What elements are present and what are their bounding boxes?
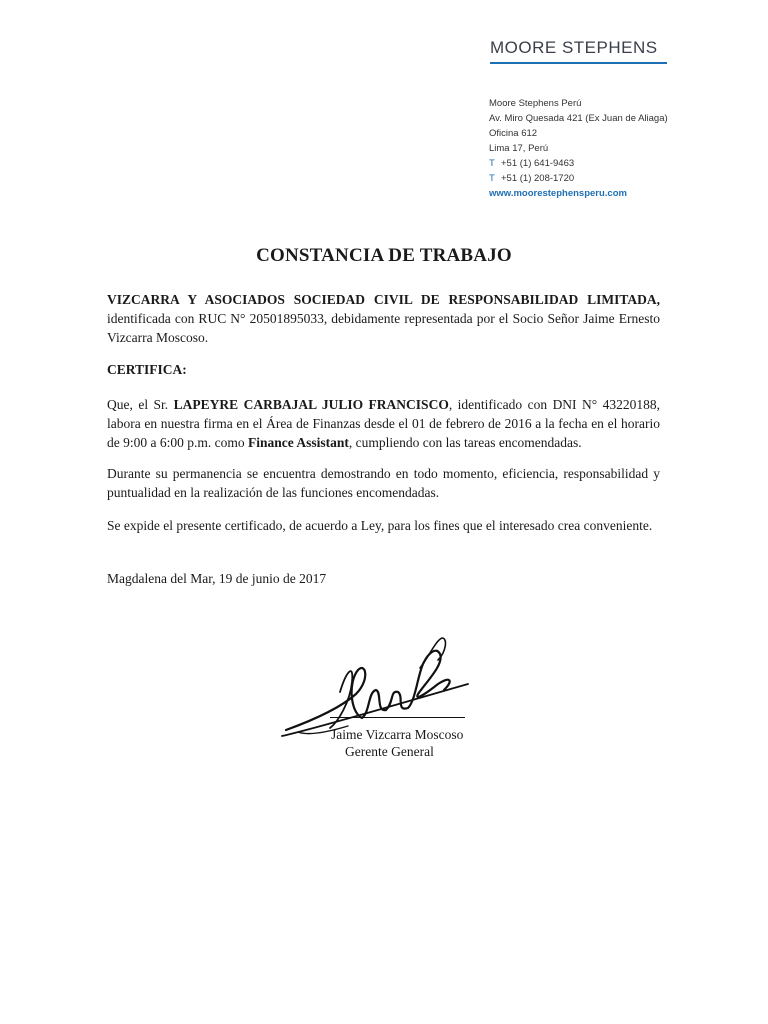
logo-underline (490, 62, 667, 64)
address-line: Moore Stephens Perú (489, 98, 582, 109)
paragraph-issuance: Se expide el presente certificado, de acuerdo a Ley, para los fines que el interesado crea conveniente. (107, 518, 653, 533)
signer-block (331, 726, 463, 760)
phone-line-1 (489, 156, 719, 171)
employee-role: Finance Assistant (247, 435, 349, 450)
phone-number-2: +51 (1) 208-1720 (501, 173, 575, 184)
paragraph-employee (107, 395, 660, 452)
signer-name: Jaime Vizcarra Moscoso (331, 727, 464, 742)
signature-line (330, 717, 465, 718)
employee-name: LAPEYRE CARBAJAL JULIO FRANCISCO (173, 397, 449, 412)
company-identification: identificada con RUC N° 20501895033, debidamente representada por el Socio Señor Jaime Ernesto Vizcarra Moscoso. (107, 311, 660, 345)
document-title: CONSTANCIA DE TRABAJO (256, 245, 512, 266)
company-address-block (489, 96, 719, 201)
paragraph-performance: Durante su permanencia se encuentra demostrando en todo momento, eficiencia, responsabilidad y puntualidad en la realización de las funciones encomendadas. (107, 466, 660, 500)
employee-details: , identificado con DNI N° 43220188, labora en nuestra firma en el Área de Finanzas desde el 01 de febrero de 2016 a la fecha en el horario de 9:00 a 6:00 p.m. como (107, 397, 661, 450)
address-line: Lima 17, Perú (489, 143, 549, 154)
company-logo: MOORE STEPHENS (490, 38, 658, 57)
certifica-heading: CERTIFICA: (107, 362, 187, 377)
website-link[interactable]: www.moorestephensperu.com (489, 188, 627, 199)
paragraph-company (107, 290, 660, 347)
phone-number-1: +51 (1) 641-9463 (501, 158, 575, 169)
employee-closing: , cumpliendo con las tareas encomendadas. (348, 435, 582, 450)
company-name: VIZCARRA Y ASOCIADOS SOCIEDAD CIVIL DE RESPONSABILIDAD LIMITADA, (107, 292, 660, 307)
date-line: Magdalena del Mar, 19 de junio de 2017 (107, 571, 327, 586)
phone-line-2 (489, 171, 719, 186)
phone-prefix: T (489, 158, 495, 169)
employee-intro: Que, el Sr. (107, 397, 174, 412)
address-line: Oficina 612 (489, 128, 538, 139)
address-line: Av. Miro Quesada 421 (Ex Juan de Aliaga) (489, 113, 668, 124)
phone-prefix: T (489, 173, 495, 184)
signer-role: Gerente General (345, 744, 434, 759)
